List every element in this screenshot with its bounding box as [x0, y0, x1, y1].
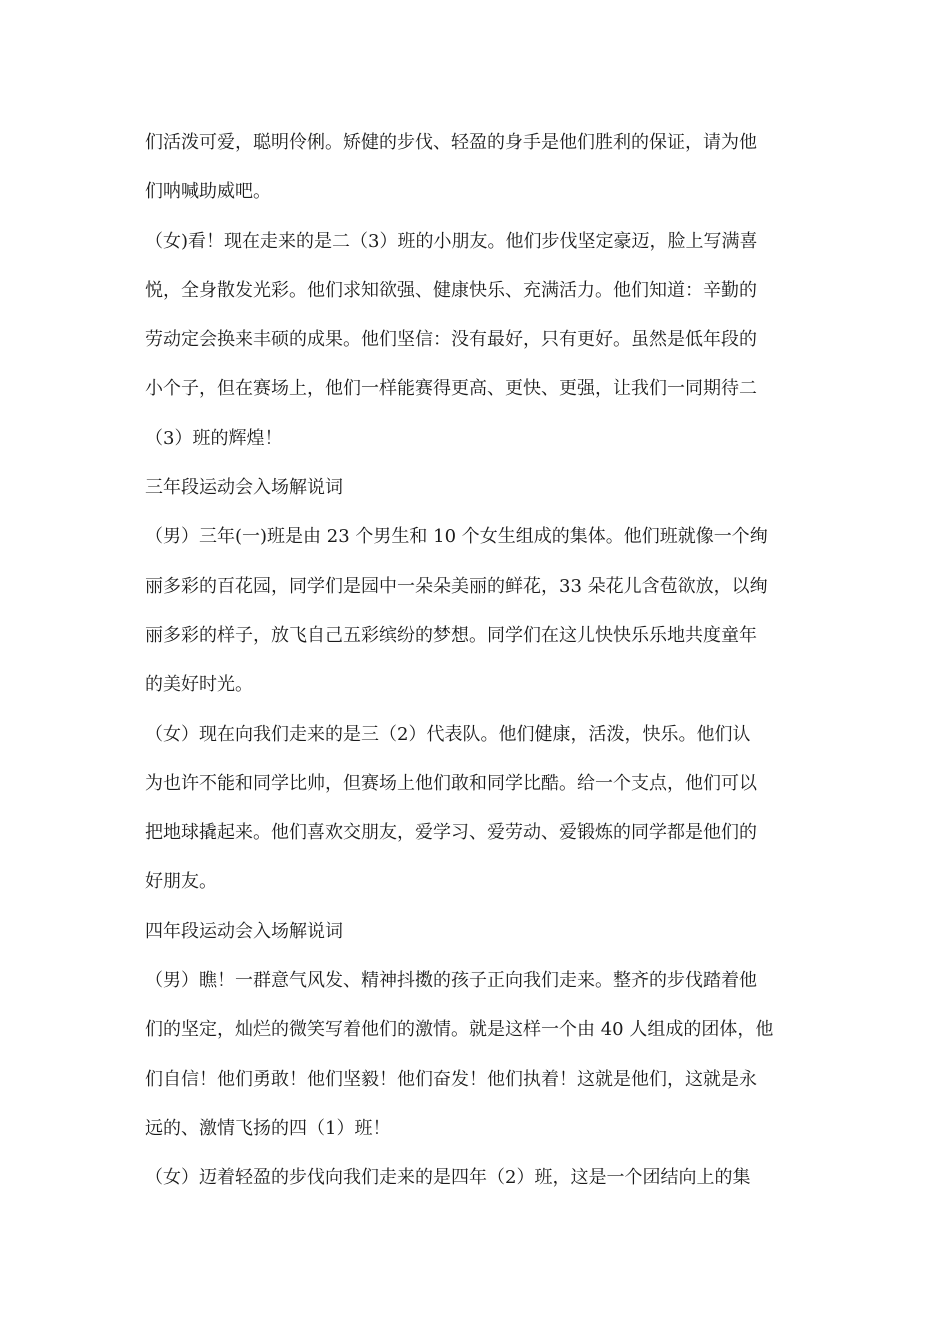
text-line: 的美好时光。: [145, 674, 253, 696]
paragraph: [145, 956, 810, 1153]
text-line: （女）迈着轻盈的步伐向我们走来的是四年（2）班，这是一个团结向上的集: [145, 1167, 751, 1189]
text-line: 们呐喊助威吧。: [145, 181, 271, 203]
text-line: （男）三年(一)班是由 23 个男生和 10 个女生组成的集体。他们班就像一个绚: [145, 526, 768, 548]
paragraph: [145, 217, 810, 463]
text-line: 丽多彩的百花园，同学们是园中一朵朵美丽的鲜花，33 朵花儿含苞欲放，以绚: [145, 575, 768, 597]
document-body: [145, 118, 810, 1203]
text-line: 远的、激情飞扬的四（1）班！: [145, 1117, 391, 1139]
text-line: 们的坚定，灿烂的微笑写着他们的激情。就是这样一个由 40 人组成的团体，他: [145, 1019, 774, 1041]
text-line: 丽多彩的样子，放飞自己五彩缤纷的梦想。同学们在这儿快快乐乐地共度童年: [145, 624, 757, 646]
text-line: （3）班的辉煌！: [145, 427, 283, 449]
text-line: （女）现在向我们走来的是三（2）代表队。他们健康，活泼，快乐。他们认: [145, 723, 751, 745]
text-line: （男）瞧！一群意气风发、精神抖擞的孩子正向我们走来。整齐的步伐踏着他: [145, 970, 757, 992]
heading-text: 四年段运动会入场解说词: [145, 920, 343, 942]
text-line: 劳动定会换来丰硕的成果。他们坚信：没有最好，只有更好。虽然是低年段的: [145, 329, 757, 351]
paragraph: [145, 118, 810, 217]
text-line: （女)看！现在走来的是二（3）班的小朋友。他们步伐坚定豪迈，脸上写满喜: [145, 230, 758, 252]
text-line: 悦，全身散发光彩。他们求知欲强、健康快乐、充满活力。他们知道：辛勤的: [145, 279, 757, 301]
heading-text: 三年段运动会入场解说词: [145, 477, 343, 499]
text-line: 为也许不能和同学比帅，但赛场上他们敢和同学比酷。给一个支点，他们可以: [145, 772, 757, 794]
paragraph: [145, 710, 810, 907]
text-line: 小个子，但在赛场上，他们一样能赛得更高、更快、更强，让我们一同期待二: [145, 378, 757, 400]
text-line: 好朋友。: [145, 871, 217, 893]
text-line: 把地球撬起来。他们喜欢交朋友，爱学习、爱劳动、爱锻炼的同学都是他们的: [145, 822, 757, 844]
section-heading: [145, 463, 810, 512]
text-line: 们活泼可爱，聪明伶俐。矫健的步伐、轻盈的身手是他们胜利的保证，请为他: [145, 132, 757, 153]
paragraph: [145, 1153, 810, 1202]
paragraph: [145, 512, 810, 709]
text-line: 们自信！他们勇敢！他们坚毅！他们奋发！他们执着！这就是他们，这就是永: [145, 1068, 757, 1090]
section-heading: [145, 907, 810, 956]
